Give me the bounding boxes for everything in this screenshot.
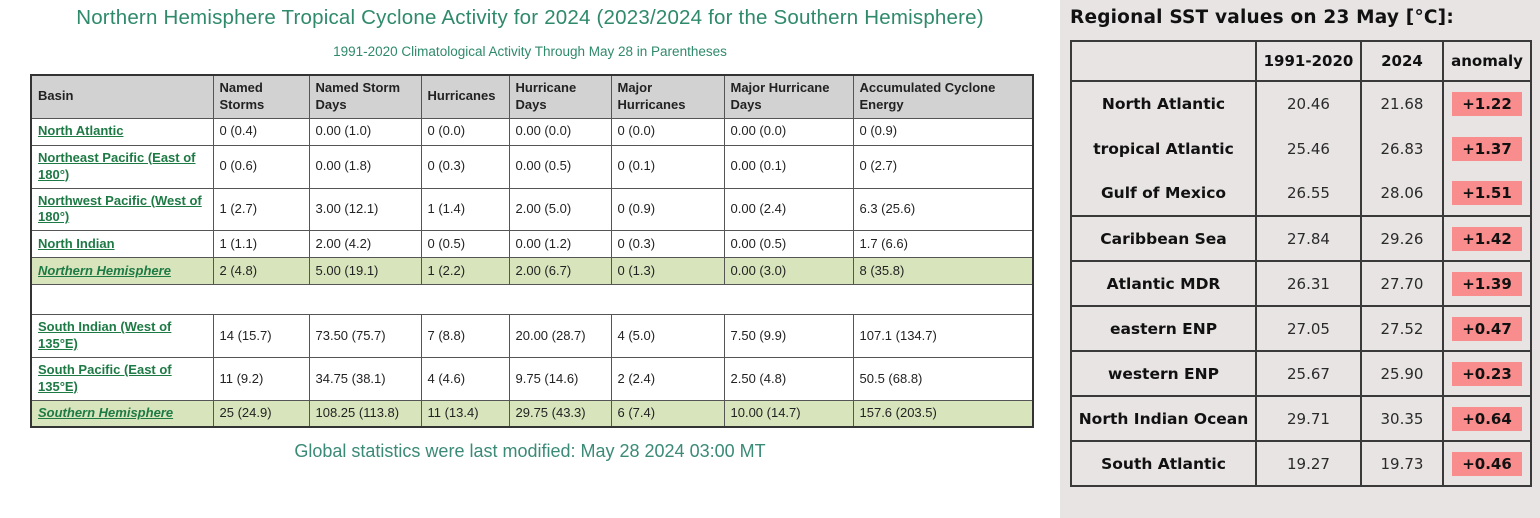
table-row (31, 188, 1033, 231)
value-cell: 0.00 (2.4) (724, 188, 853, 231)
value-cell: 34.75 (38.1) (309, 358, 421, 401)
value-cell: 14 (15.7) (213, 315, 309, 358)
table-row (31, 358, 1033, 401)
value-cell: 10.00 (14.7) (724, 400, 853, 427)
value-cell: 0.00 (0.5) (724, 231, 853, 258)
value-cell: 0 (0.9) (853, 118, 1033, 145)
region-cell: Gulf of Mexico (1100, 184, 1227, 202)
column-header: Named Storms (213, 75, 309, 118)
value-cell: 0 (0.3) (611, 231, 724, 258)
current-value-cell: 21.68 (1361, 81, 1443, 126)
value-cell: 8 (35.8) (853, 258, 1033, 285)
anomaly-cell (1443, 351, 1531, 396)
anomaly-cell (1443, 306, 1531, 351)
table-row (1071, 306, 1531, 351)
last-modified-note: Global statistics were last modified: May 28 2024 03:00 MT (294, 441, 766, 462)
table-row (31, 400, 1033, 427)
basin-cell (31, 145, 213, 188)
anomaly-cell (1443, 171, 1531, 216)
current-value-cell: 19.73 (1361, 441, 1443, 486)
current-value-cell: 30.35 (1361, 396, 1443, 441)
region-cell: South Atlantic (1071, 441, 1256, 486)
climatology-value-cell: 29.71 (1256, 396, 1361, 441)
sst-table (1070, 40, 1532, 487)
value-cell: 5.00 (19.1) (309, 258, 421, 285)
anomaly-badge: +1.42 (1452, 227, 1522, 251)
value-cell: 2.50 (4.8) (724, 358, 853, 401)
basin-cell (31, 315, 213, 358)
anomaly-badge: +0.47 (1452, 317, 1522, 341)
anomaly-badge: +1.51 (1452, 181, 1522, 205)
region-cell: tropical Atlantic (1093, 139, 1234, 158)
region-cell: North Indian Ocean (1071, 396, 1256, 441)
basin-cell (31, 188, 213, 231)
climatology-value-cell: 19.27 (1256, 441, 1361, 486)
value-cell: 108.25 (113.8) (309, 400, 421, 427)
value-cell: 0 (0.5) (421, 231, 509, 258)
spacer-cell (31, 285, 1033, 315)
column-header: Named Storm Days (309, 75, 421, 118)
value-cell: 50.5 (68.8) (853, 358, 1033, 401)
column-header: anomaly (1443, 41, 1531, 81)
value-cell: 7.50 (9.9) (724, 315, 853, 358)
table-row (31, 285, 1033, 315)
value-cell: 20.00 (28.7) (509, 315, 611, 358)
anomaly-badge: +0.46 (1452, 452, 1522, 476)
table-row (31, 118, 1033, 145)
region-cell: western ENP (1071, 351, 1256, 396)
column-header: Hurricanes (421, 75, 509, 118)
table-row (31, 231, 1033, 258)
anomaly-badge: +0.23 (1452, 362, 1522, 386)
value-cell: 0.00 (0.0) (724, 118, 853, 145)
sst-table-header-row (1071, 41, 1531, 81)
basin-cell (31, 358, 213, 401)
page-title: Northern Hemisphere Tropical Cyclone Activity for 2024 (2023/2024 for the Southern Hemisphere) (76, 6, 984, 29)
current-value-cell: 26.83 (1361, 126, 1443, 171)
sst-title: Regional SST values on 23 May [°C]: (1070, 7, 1454, 28)
basin-cell (31, 258, 213, 285)
value-cell: 0 (0.3) (421, 145, 509, 188)
table-row (1071, 216, 1531, 261)
region-cell: Caribbean Sea (1071, 216, 1256, 261)
value-cell: 0.00 (1.2) (509, 231, 611, 258)
basin-cell (31, 118, 213, 145)
basin-cell (31, 400, 213, 427)
climatology-value-cell: 26.55 (1256, 171, 1361, 216)
basin-cell (31, 231, 213, 258)
table-row (1071, 81, 1531, 126)
value-cell: 2.00 (6.7) (509, 258, 611, 285)
current-value-cell: 29.26 (1361, 216, 1443, 261)
climatology-value-cell: 27.84 (1256, 216, 1361, 261)
region-cell: eastern ENP (1071, 306, 1256, 351)
region-cell: Atlantic MDR (1071, 261, 1256, 306)
value-cell: 0 (2.7) (853, 145, 1033, 188)
climatology-value-cell: 25.67 (1256, 351, 1361, 396)
cyclone-activity-table (30, 74, 1034, 428)
basin-link[interactable]: North Atlantic (38, 123, 124, 139)
basin-link[interactable]: North Indian (38, 235, 115, 251)
basin-link[interactable]: Northwest Pacific (West of 180°) (38, 192, 202, 225)
value-cell: 2 (4.8) (213, 258, 309, 285)
value-cell: 6.3 (25.6) (853, 188, 1033, 231)
basin-link[interactable]: South Indian (West of 135°E) (38, 319, 172, 352)
current-value-cell: 25.90 (1361, 351, 1443, 396)
anomaly-cell (1443, 216, 1531, 261)
climatology-value-cell: 27.05 (1256, 306, 1361, 351)
table-row (31, 258, 1033, 285)
basin-link[interactable]: South Pacific (East of 135°E) (38, 362, 172, 395)
column-header: Accumulated Cyclone Energy (853, 75, 1033, 118)
value-cell: 0.00 (0.5) (509, 145, 611, 188)
value-cell: 0.00 (1.8) (309, 145, 421, 188)
table-row (1071, 261, 1531, 306)
value-cell: 6 (7.4) (611, 400, 724, 427)
anomaly-badge: +1.37 (1452, 137, 1522, 161)
anomaly-cell (1443, 81, 1531, 126)
value-cell: 4 (4.6) (421, 358, 509, 401)
table-row (1071, 396, 1531, 441)
sst-table-body (1071, 81, 1531, 486)
basin-link[interactable]: Northern Hemisphere (38, 262, 171, 278)
value-cell: 0.00 (0.1) (724, 145, 853, 188)
table-row (1071, 351, 1531, 396)
climatology-value-cell: 26.31 (1256, 261, 1361, 306)
basin-link[interactable]: Northeast Pacific (East of 180°) (38, 149, 196, 182)
cyclone-table-body (31, 118, 1033, 427)
value-cell: 11 (13.4) (421, 400, 509, 427)
anomaly-badge: +1.39 (1452, 272, 1522, 296)
table-row (1071, 126, 1531, 171)
basin-link[interactable]: Southern Hemisphere (38, 405, 174, 421)
column-header: 1991-2020 (1256, 41, 1361, 81)
anomaly-cell (1443, 396, 1531, 441)
page-subtitle: 1991-2020 Climatological Activity Through May 28 in Parentheses (333, 44, 727, 59)
table-row (1071, 441, 1531, 486)
current-value-cell: 27.70 (1361, 261, 1443, 306)
anomaly-cell (1443, 126, 1531, 171)
table-row (31, 315, 1033, 358)
cyclone-table-header-row (31, 75, 1033, 118)
value-cell: 1 (1.4) (421, 188, 509, 231)
anomaly-badge: +0.64 (1452, 407, 1522, 431)
value-cell: 73.50 (75.7) (309, 315, 421, 358)
value-cell: 0.00 (1.0) (309, 118, 421, 145)
anomaly-cell (1443, 441, 1531, 486)
column-header: 2024 (1361, 41, 1443, 81)
table-row (1071, 171, 1531, 216)
climatology-value-cell: 25.46 (1256, 126, 1361, 171)
column-header (1071, 41, 1256, 81)
value-cell: 157.6 (203.5) (853, 400, 1033, 427)
value-cell: 2 (2.4) (611, 358, 724, 401)
value-cell: 0.00 (3.0) (724, 258, 853, 285)
table-row (31, 145, 1033, 188)
value-cell: 3.00 (12.1) (309, 188, 421, 231)
anomaly-cell (1443, 261, 1531, 306)
value-cell: 0 (0.9) (611, 188, 724, 231)
value-cell: 7 (8.8) (421, 315, 509, 358)
value-cell: 11 (9.2) (213, 358, 309, 401)
value-cell: 2.00 (4.2) (309, 231, 421, 258)
value-cell: 0 (0.4) (213, 118, 309, 145)
column-header: Hurricane Days (509, 75, 611, 118)
value-cell: 9.75 (14.6) (509, 358, 611, 401)
value-cell: 0 (0.0) (611, 118, 724, 145)
column-header: Major Hurricanes (611, 75, 724, 118)
value-cell: 0 (1.3) (611, 258, 724, 285)
climatology-value-cell: 20.46 (1256, 81, 1361, 126)
current-value-cell: 27.52 (1361, 306, 1443, 351)
anomaly-badge: +1.22 (1452, 92, 1522, 116)
value-cell: 0 (0.6) (213, 145, 309, 188)
value-cell: 29.75 (43.3) (509, 400, 611, 427)
value-cell: 0 (0.1) (611, 145, 724, 188)
value-cell: 0.00 (0.0) (509, 118, 611, 145)
value-cell: 0 (0.0) (421, 118, 509, 145)
column-header: Basin (31, 75, 213, 118)
value-cell: 1 (1.1) (213, 231, 309, 258)
value-cell: 1 (2.2) (421, 258, 509, 285)
current-value-cell: 28.06 (1361, 171, 1443, 216)
column-header: Major Hurricane Days (724, 75, 853, 118)
value-cell: 4 (5.0) (611, 315, 724, 358)
region-cell: North Atlantic (1071, 81, 1256, 126)
value-cell: 1 (2.7) (213, 188, 309, 231)
value-cell: 107.1 (134.7) (853, 315, 1033, 358)
value-cell: 2.00 (5.0) (509, 188, 611, 231)
value-cell: 1.7 (6.6) (853, 231, 1033, 258)
sst-panel (1060, 0, 1540, 518)
value-cell: 25 (24.9) (213, 400, 309, 427)
